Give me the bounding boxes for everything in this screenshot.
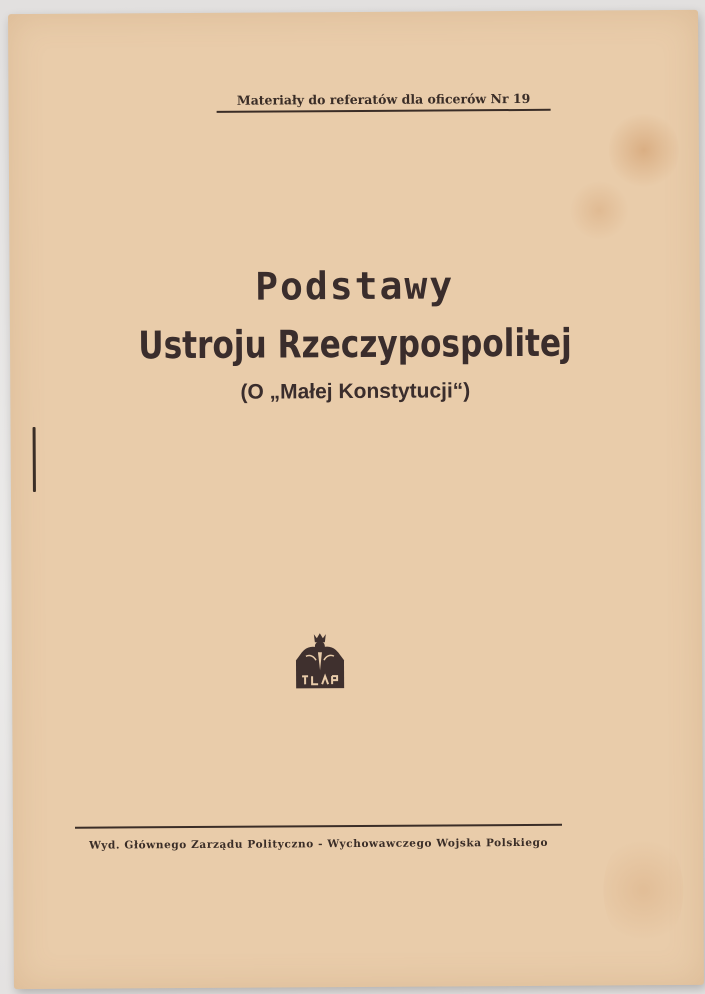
title-line-1: Podstawy	[255, 263, 455, 309]
publisher-line: Wyd. Głównego Zarządu Polityczno - Wychowawczego Wojska Polskiego	[89, 836, 549, 852]
paper-stain	[603, 830, 684, 950]
series-heading: Materiały do referatów dla oficerów Nr 19	[217, 91, 551, 113]
footer-divider	[75, 824, 562, 829]
polish-eagle-emblem-icon	[292, 630, 348, 690]
pamphlet-cover	[8, 10, 704, 989]
paper-stain	[609, 110, 679, 190]
staple-mark	[33, 427, 36, 492]
subtitle: (O „Małej Konstytucji“)	[240, 379, 471, 404]
title-line-2: Ustroju Rzeczypospolitej	[138, 320, 572, 368]
paper-stain	[569, 180, 629, 240]
